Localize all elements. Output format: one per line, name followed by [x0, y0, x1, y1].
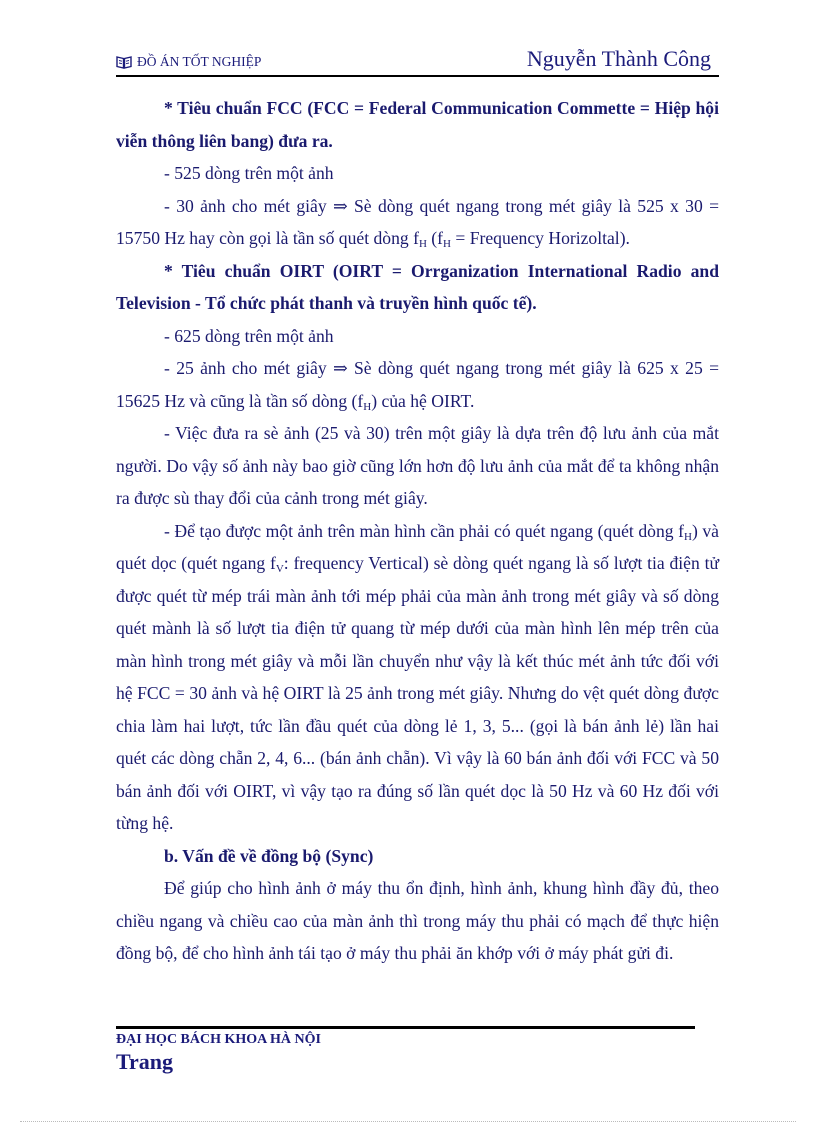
header-author: Nguyễn Thành Công — [526, 46, 711, 71]
oirt-frames: - 25 ảnh cho mét giây ⇒ Sè dòng quét ngang trong mét giây là 625 x 25 = 15625 Hz và cũng là tần số dòng $(f_H)$ của hệ OIRT. — [116, 358, 719, 413]
page-header — [116, 44, 719, 78]
footer-university: ĐẠI HỌC BÁCH KHOA HÀ NỘI — [116, 1032, 321, 1047]
sync-paragraph: Để giúp cho hình ảnh ở máy thu ổn định, hình ảnh, khung hình đầy đủ, theo chiều ngang và chiều cao của màn ảnh thì trong máy thu phải có mạch để thực hiện đồng bộ, để cho hình ảnh tái tạo ở máy thu phải ăn khớp với ở máy phát gửi đi. — [116, 878, 719, 963]
oirt-heading: * Tiêu chuẩn OIRT (OIRT = Orrganization International Radio and Television - Tổ chức phát thanh và truyền hình quốc tế). — [116, 260, 719, 313]
header-left — [116, 54, 261, 70]
sync-heading: b. Vấn đề về đồng bộ (Sync) — [164, 845, 374, 866]
persistence-paragraph: - Việc đưa ra sè ảnh (25 và 30) trên một giây là dựa trên độ lưu ảnh của mắt người. Do vậy số ảnh này bao giờ cũng lớn hơn độ lưu ảnh của mắt để ta không nhận ra được sù thay đổi của cảnh trong mét giây. — [116, 423, 719, 508]
header-rule — [116, 75, 719, 77]
footer-page-label: Trang — [116, 1049, 174, 1074]
header-title: ĐỒ ÁN TỐT NGHIỆP — [137, 54, 262, 69]
open-book-icon — [116, 55, 132, 69]
oirt-lines: - 625 dòng trên một ảnh — [164, 325, 334, 346]
page-bottom-divider — [20, 1121, 796, 1122]
footer-rule — [116, 1026, 695, 1029]
fcc-frames: - 30 ảnh cho mét giây ⇒ Sè dòng quét ngang trong mét giây là 525 x 30 = 15750 Hz hay còn gọi là tần số quét dòng $f_H$ ($f_H$ = Frequency Horizoltal). — [116, 195, 719, 250]
fcc-heading: * Tiêu chuẩn FCC (FCC = Federal Communication Commette = Hiệp hội viễn thông liên bang) đưa ra. — [116, 98, 719, 151]
fcc-lines: - 525 dòng trên một ảnh — [164, 163, 334, 183]
scan-paragraph: - Để tạo được một ảnh trên màn hình cần phải có quét ngang (quét dòng $f_H$) và quét dọc (quét ngang $f_V$: frequency Vertical) sè dòng quét ngang là số lượt tia điện tử được quét từ mép trái màn ảnh tới mép phải của màn ảnh trong mét giây và số dòng quét mành là số lượt tia điện tử quang từ mép dưới của màn hình lên mép trên của màn hình trong mét giây và mỗi lần chuyển như vậy là kết thúc mét ảnh tức đối với hệ FCC = 30 ảnh và hệ OIRT là 25 ảnh trong mét giây. Nhưng do vệt quét dòng được chia làm hai lượt, tức lần đầu quét của dòng lẻ 1, 3, 5... (gọi là bán ảnh lẻ) lần hai quét các dòng chẵn 2, 4, 6... (bán ảnh chẵn). Vì vậy là 60 bán ảnh đối với FCC và 50 bán ảnh đối với OIRT, vì vậy tạo ra đúng số lần quét dọc là 50 Hz và 60 Hz đối với từng hệ. — [116, 520, 719, 833]
document-body — [116, 92, 719, 970]
